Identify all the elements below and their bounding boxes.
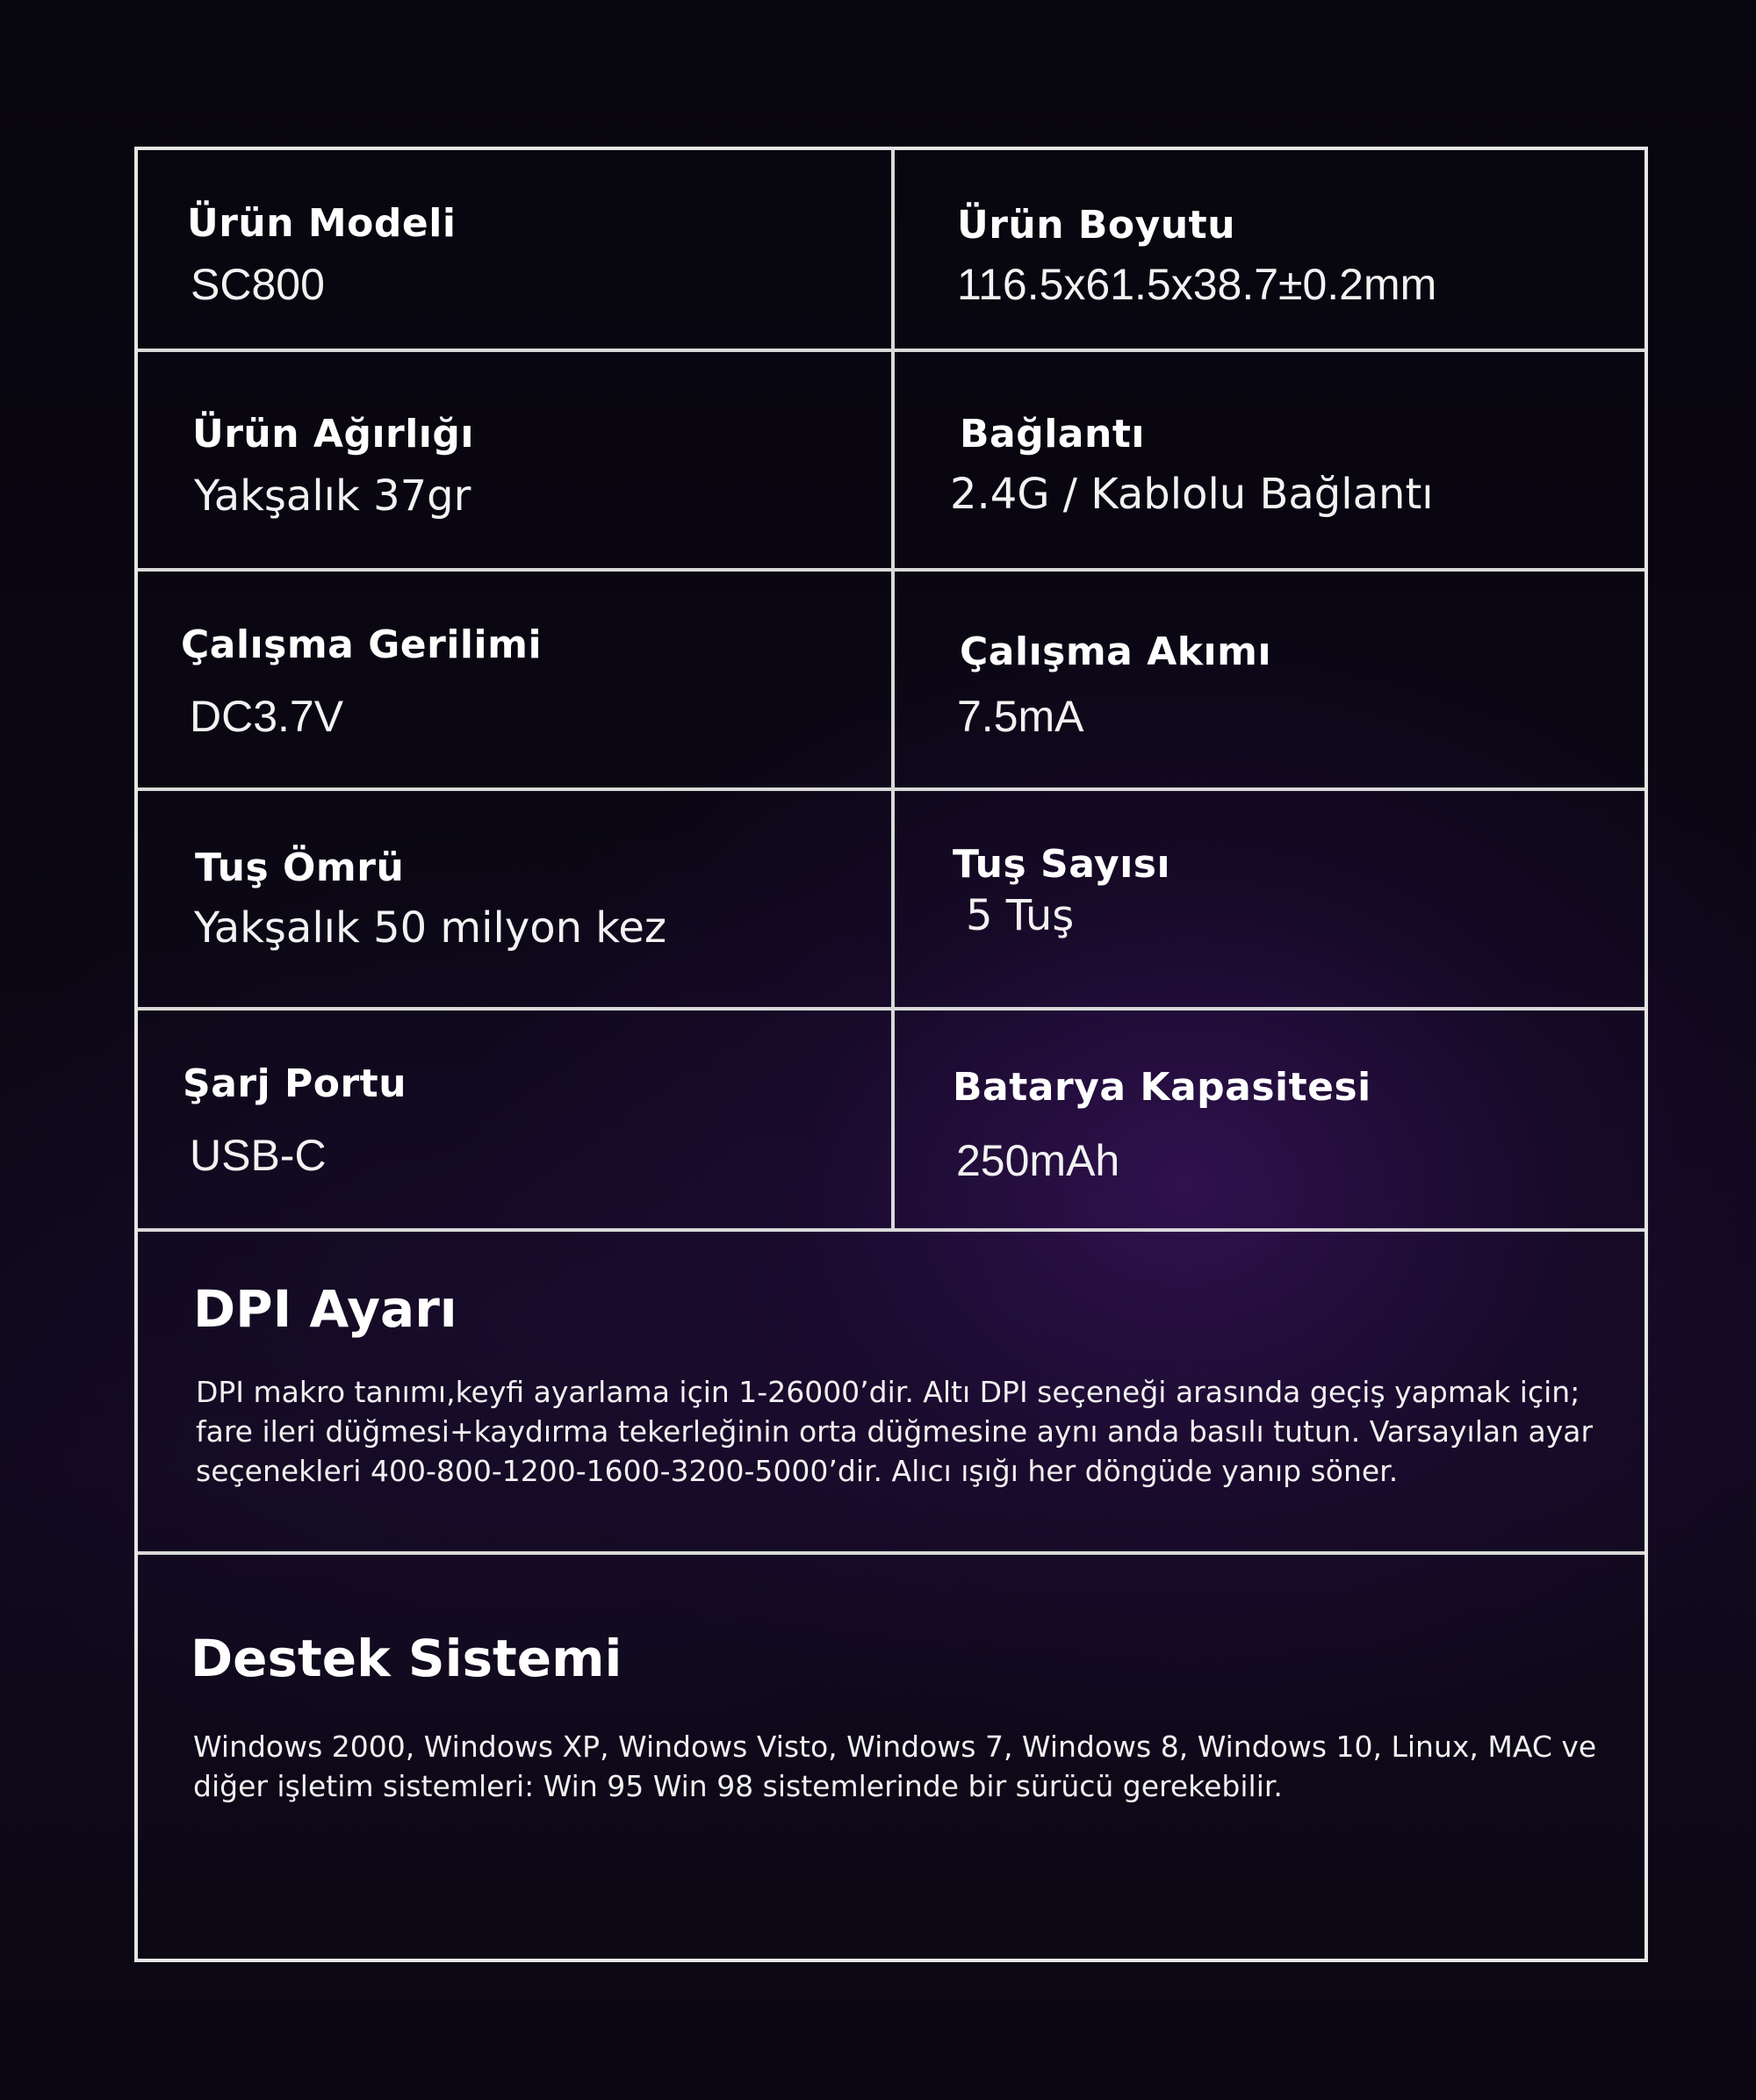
spec-cell-product-weight: [138, 352, 895, 568]
spec-label: Tuş Ömrü: [195, 845, 405, 890]
spec-value: 116.5x61.5x38.7±0.2mm: [957, 260, 1437, 309]
spec-value: 5 Tuş: [966, 891, 1075, 940]
spec-cell-connection: [895, 352, 1644, 568]
spec-cell-button-count: [895, 791, 1644, 1007]
dpi-title: DPI Ayarı: [193, 1279, 457, 1339]
dpi-section: [138, 1232, 1644, 1555]
spec-cell-product-model: [138, 150, 895, 349]
support-section: [138, 1555, 1644, 1959]
spec-cell-operating-current: [895, 572, 1644, 788]
spec-cell-button-life: [138, 791, 895, 1007]
spec-row: [138, 1010, 1644, 1232]
spec-row: [138, 150, 1644, 352]
spec-row: [138, 791, 1644, 1010]
spec-value: Yakşalık 37gr: [194, 471, 471, 521]
spec-row: [138, 572, 1644, 791]
spec-label: Çalışma Akımı: [960, 629, 1272, 674]
spec-value: 7.5mA: [957, 692, 1084, 741]
spec-cell-charging-port: [138, 1010, 895, 1228]
spec-value: 2.4G / Kablolu Bağlantı: [950, 470, 1434, 519]
spec-cell-product-size: [895, 150, 1644, 349]
spec-cell-battery-capacity: [895, 1010, 1644, 1228]
dpi-description: DPI makro tanımı,keyfi ayarlama için 1-26000’dir. Altı DPI seçeneği arasında geçiş yapmak için; fare ileri düğmesi+kaydırma tekerleğinin orta düğmesine aynı anda basılı tutun. Varsayılan ayar seçenekleri 400-800-1200-1600-3200-5000’dir. Alıcı ışığı her döngüde yanıp söner.: [196, 1375, 1594, 1488]
spec-label: Bağlantı: [960, 412, 1145, 457]
spec-row: [138, 352, 1644, 572]
spec-label: Şarj Portu: [183, 1061, 407, 1106]
spec-label: Batarya Kapasitesi: [953, 1065, 1371, 1110]
spec-label: Ürün Ağırlığı: [192, 412, 474, 457]
spec-table: [134, 147, 1648, 1962]
spec-value: Yakşalık 50 milyon kez: [194, 903, 667, 953]
spec-label: Tuş Sayısı: [953, 842, 1171, 887]
spec-label: Ürün Boyutu: [957, 203, 1236, 248]
spec-value: SC800: [191, 260, 325, 309]
spec-label: Ürün Modeli: [187, 201, 457, 246]
spec-value: DC3.7V: [190, 692, 344, 741]
spec-cell-operating-voltage: [138, 572, 895, 788]
spec-value: 250mAh: [956, 1136, 1120, 1185]
spec-label: Çalışma Gerilimi: [181, 622, 543, 667]
spec-value: USB-C: [190, 1131, 327, 1180]
support-title: Destek Sistemi: [191, 1629, 623, 1688]
support-description: Windows 2000, Windows XP, Windows Visto, Windows 7, Windows 8, Windows 10, Linux, MAC ve diğer işletim sistemleri: Win 95 Win 98 sistemlerinde bir sürücü gerekebilir.: [193, 1730, 1597, 1803]
